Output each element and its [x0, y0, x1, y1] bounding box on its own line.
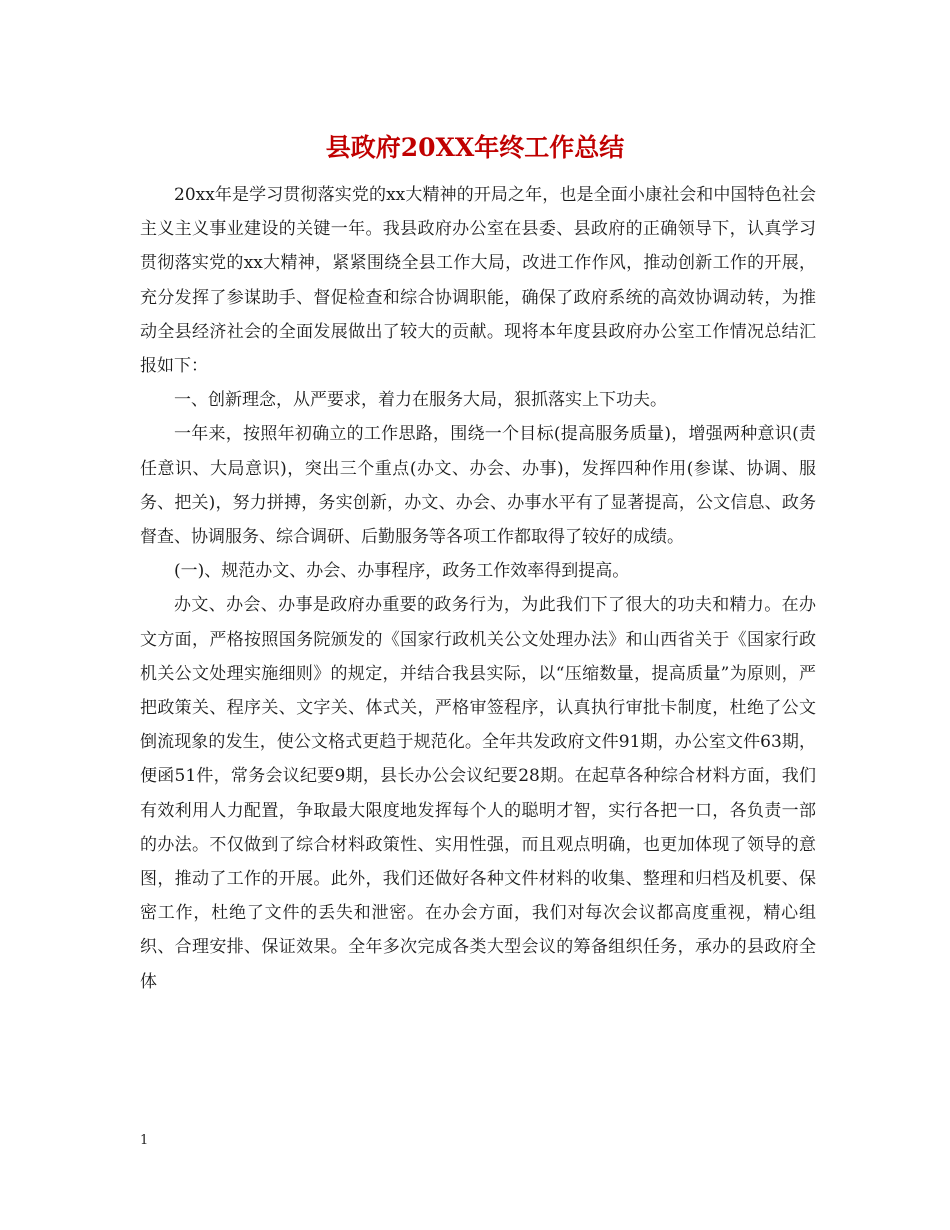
- paragraph-office-work: 办文、办会、办事是政府办重要的政务行为，为此我们下了很大的功夫和精力。在办文方面，严格按照国务院颁发的《国家行政机关公文处理办法》和山西省关于《国家行政机关公文处理实施细则》的规定，并结合我县实际，以“压缩数量，提高质量”为原则，严把政策关、程序关、文字关、体式关，严格审签程序，认真执行审批卡制度，杜绝了公文倒流现象的发生，使公文格式更趋于规范化。全年共发政府文件91期，办公室文件63期，便函51件，常务会议纪要9期，县长办公会议纪要28期。在起草各种综合材料方面，我们有效利用人力配置，争取最大限度地发挥每个人的聪明才智，实行各把一口，各负责一部的办法。不仅做到了综合材料政策性、实用性强，而且观点明确，也更加体现了领导的意图，推动了工作的开展。此外，我们还做好各种文件材料的收集、整理和归档及机要、保密工作，杜绝了文件的丢失和泄密。在办会方面，我们对每次会议都高度重视，精心组织、合理安排、保证效果。全年多次完成各类大型会议的筹备组织任务，承办的县政府全体: [140, 595, 816, 992]
- paragraph-heading-1: 一、创新理念，从严要求，着力在服务大局，狠抓落实上下功夫。: [174, 390, 667, 411]
- page-number: 1: [140, 1133, 149, 1148]
- document-body: [140, 178, 816, 999]
- document-title: 县政府20XX年终工作总结: [325, 133, 625, 162]
- paragraph-overview: 一年来，按照年初确立的工作思路，围绕一个目标(提高服务质量)，增强两种意识(责任意识、大局意识)，突出三个重点(办文、办会、办事)，发挥四种作用(参谋、协调、服务、把关)，努力拼搏，务实创新，办文、办会、办事水平有了显著提高，公文信息、政务督查、协调服务、综合调研、后勤服务等各项工作都取得了较好的成绩。: [140, 424, 816, 548]
- paragraph-intro: 20xx年是学习贯彻落实党的xx大精神的开局之年，也是全面小康社会和中国特色社会主义主义事业建设的关键一年。我县政府办公室在县委、县政府的正确领导下，认真学习贯彻落实党的xx大精神，紧紧围绕全县工作大局，改进工作作风，推动创新工作的开展，充分发挥了参谋助手、督促检查和综合协调职能，确保了政府系统的高效协调动转，为推动全县经济社会的全面发展做出了较大的贡献。现将本年度县政府办公室工作情况总结汇报如下：: [140, 185, 816, 377]
- paragraph-subheading-1: (一)、规范办文、办会、办事程序，政务工作效率得到提高。: [174, 561, 630, 582]
